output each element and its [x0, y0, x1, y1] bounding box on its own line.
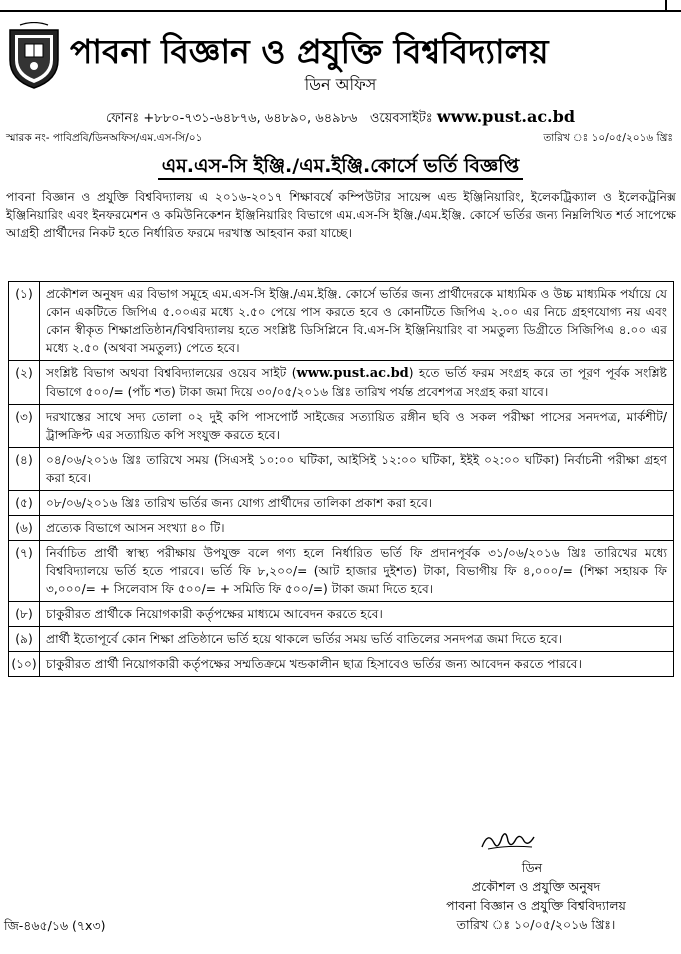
reference-line	[6, 131, 673, 148]
table-row	[9, 652, 674, 677]
website-link[interactable]: www.pust.ac.bd	[436, 107, 575, 126]
memo-number: স্মারক নং- পাবিপ্রবি/ডিনঅফিস/এম.এস-সি/০১	[6, 132, 203, 144]
item-text	[40, 361, 674, 405]
website-link[interactable]: www.pust.ac.bd	[296, 366, 409, 381]
signature-date: তারিখ ঃ ১০/০৫/২০১৬ খ্রিঃ।	[456, 917, 616, 932]
item-text: নির্বাচিত প্রার্থী স্বাস্থ্য পরীক্ষায় উপযুক্ত বলে গণ্য হলে নির্ধারিত ভর্তি ফি প্রদানপূর্বক ৩১/০৬/২০১৬ খ্রিঃ তারিখের মধ্যে বিশ্ববিদ্যালয়ে ভর্তি হতে পারবে। ভর্তি ফি ৮,২০০/= (আট হাজার দুইশত) টাকা, বিভাগীয় ফি ৪,০০০/= (শিক্ষা সহায়ক ফি ৩,০০০/= + সিলেবাস ফি ৫০০/= + সমিতি ফি ৫০০/=) টাকা জমা দিতে হবে।	[40, 541, 674, 602]
intro-paragraph: পাবনা বিজ্ঞান ও প্রযুক্তি বিশ্ববিদ্যালয় এ ২০১৬-২০১৭ শিক্ষাবর্ষে কম্পিউটার সায়েন্স এন্ড ইঞ্জিনিয়ারিং, ইলেকট্রিক্যাল ও ইলেকট্রনিক্স ইঞ্জিনিয়ারিং এবং ইনফরমেশন ও কমিউনিকেশন ইঞ্জিনিয়ারিং বিভাগে এম.এস-সি ইঞ্জি./এম.ইঞ্জি. কোর্সে ভর্তির জন্য নিম্নলিখিত শর্ত সাপেক্ষে আগ্রহী প্রার্থীদের নিকট হতে নির্ধারিত ফরমে দরখাস্ত আহবান করা যাচ্ছে।	[6, 190, 676, 240]
item-number: (২)	[9, 361, 40, 405]
phone-numbers: ফোনঃ +৮৮০-৭৩১-৬৪৮৭৬, ৬৪৮৯০, ৬৪৯৮৬	[106, 111, 358, 126]
signatory-title: ডিন	[521, 860, 543, 875]
item-text: প্রত্যেক বিভাগে আসন সংখ্যা ৪০ টি।	[40, 516, 674, 541]
table-row	[9, 448, 674, 491]
item-number: (৬)	[9, 516, 40, 541]
signature-icon	[478, 825, 538, 855]
item-number: (৪)	[9, 448, 40, 491]
signatory-faculty: প্রকৌশল ও প্রযুক্তি অনুষদ	[471, 879, 601, 894]
table-row	[9, 541, 674, 602]
table-row	[9, 602, 674, 627]
website-label: ওয়েবসাইটঃ	[369, 111, 433, 126]
table-row	[9, 516, 674, 541]
item-number: (৭)	[9, 541, 40, 602]
office-name: ডিন অফিস	[304, 75, 377, 94]
table-row	[9, 361, 674, 405]
university-name: পাবনা বিজ্ঞান ও প্রযুক্তি বিশ্ববিদ্যালয়	[70, 32, 549, 71]
item-text-part: ) হতে ভর্তি ফরম সংগ্রহ করে তা পূরণ পূর্বক সংশ্লিষ্ট বিভাগে ৫০০/= (পাঁচ শত) টাকা জমা দিয়ে ৩০/০৫/২০১৬ খ্রিঃ তারিখ পর্যন্ত প্রবেশপত্র সংগ্রহ করা যাবে।	[46, 366, 667, 399]
conditions-table	[8, 281, 674, 677]
footer-code: জি-৪৬৫/১৬ (৭x৩)	[4, 918, 106, 933]
table-row	[9, 282, 674, 361]
item-text-part: সংশ্লিষ্ট বিভাগ অথবা বিশ্ববিদ্যালয়ের ওয়েব সাইট (	[46, 366, 297, 380]
table-row	[9, 491, 674, 516]
item-text: দরখাস্তের সাথে সদ্য তোলা ০২ দুই কপি পাসপোর্ট সাইজের সত্যায়িত রঙ্গীন ছবি ও সকল পরীক্ষা পাসের সনদপত্র, মার্কশীট/ট্রান্সক্রিপ্ট এর সত্যায়িত কপি সংযুক্ত করতে হবে।	[40, 405, 674, 448]
item-text: প্রকৌশল অনুষদ এর বিভাগ সমূহে এম.এস-সি ইঞ্জি./এম.ইঞ্জি. কোর্সে ভর্তির জন্য প্রার্থীদেরকে মাধ্যমিক ও উচ্চ মাধ্যমিক পর্যায়ে যে কোন একটিতে জিপিএ ৫.০০এর মধ্যে ২.৫০ পেয়ে পাস করতে হবে ও কোনটিতে জিপিএ ২.০০ এর নিচে গ্রহণযোগ্য নয় এবং কোন স্বীকৃত শিক্ষাপ্রতিষ্ঠান/বিশ্ববিদ্যালয় হতে সংশ্লিষ্ট ডিসিপ্লিনে বি.এস-সি ইঞ্জিনিয়ারিং বা সমতুল্য ডিগ্রীতে সিজিপিএ ৪.০০ এর মধ্যে ২.৫০ (অথবা সমতুল্য) পেতে হবে।	[40, 282, 674, 361]
letterhead	[0, 16, 681, 100]
contact-line	[0, 107, 681, 130]
item-text: প্রার্থী ইতোপূর্বে কোন শিক্ষা প্রতিষ্ঠানে ভর্তি হয়ে থাকলে ভর্তির সময় ভর্তি বাতিলের সনদপত্র জমা দিতে হবে।	[40, 627, 674, 652]
signatory-university: পাবনা বিজ্ঞান ও প্রযুক্তি বিশ্ববিদ্যালয়	[446, 898, 626, 913]
table-row	[9, 627, 674, 652]
item-number: (৩)	[9, 405, 40, 448]
item-number: (৮)	[9, 602, 40, 627]
memo-date: তারিখ ঃ ১০/০৫/২০১৬ খ্রিঃ	[543, 132, 673, 144]
table-row	[9, 405, 674, 448]
signature-block	[400, 858, 672, 934]
item-number: (৫)	[9, 491, 40, 516]
item-text: ০৮/০৬/২০১৬ খ্রিঃ তারিখ ভর্তির জন্য যোগ্য প্রার্থীদের তালিকা প্রকাশ করা হবে।	[40, 491, 674, 516]
top-border	[0, 0, 681, 12]
item-text: চাকুরীরত প্রার্থী নিয়োগকারী কর্তৃপক্ষের সম্মতিক্রমে খন্ডকালীন ছাত্র হিসাবেও ভর্তির জন্য আবেদন করতে পারবে।	[40, 652, 674, 677]
notice-title-text: এম.এস-সি ইঞ্জি./এম.ইঞ্জি.কোর্সে ভর্তি বিজ্ঞপ্তি	[158, 155, 523, 180]
item-number: (১)	[9, 282, 40, 361]
item-text: ০৪/০৬/২০১৬ খ্রিঃ তারিখে সময় (সিএসই ১০:০০ ঘটিকা, আইসিই ১২:০০ ঘটিকা, ইইই ০২:০০ ঘটিকা) নির্বাচনী পরীক্ষা গ্রহণ করা হবে।	[40, 448, 674, 491]
item-number: (১০)	[9, 652, 40, 677]
item-text: চাকুরীরত প্রার্থীকে নিয়োগকারী কর্তৃপক্ষের মাধ্যমে আবেদন করতে হবে।	[40, 602, 674, 627]
item-number: (৯)	[9, 627, 40, 652]
notice-title	[0, 152, 681, 184]
